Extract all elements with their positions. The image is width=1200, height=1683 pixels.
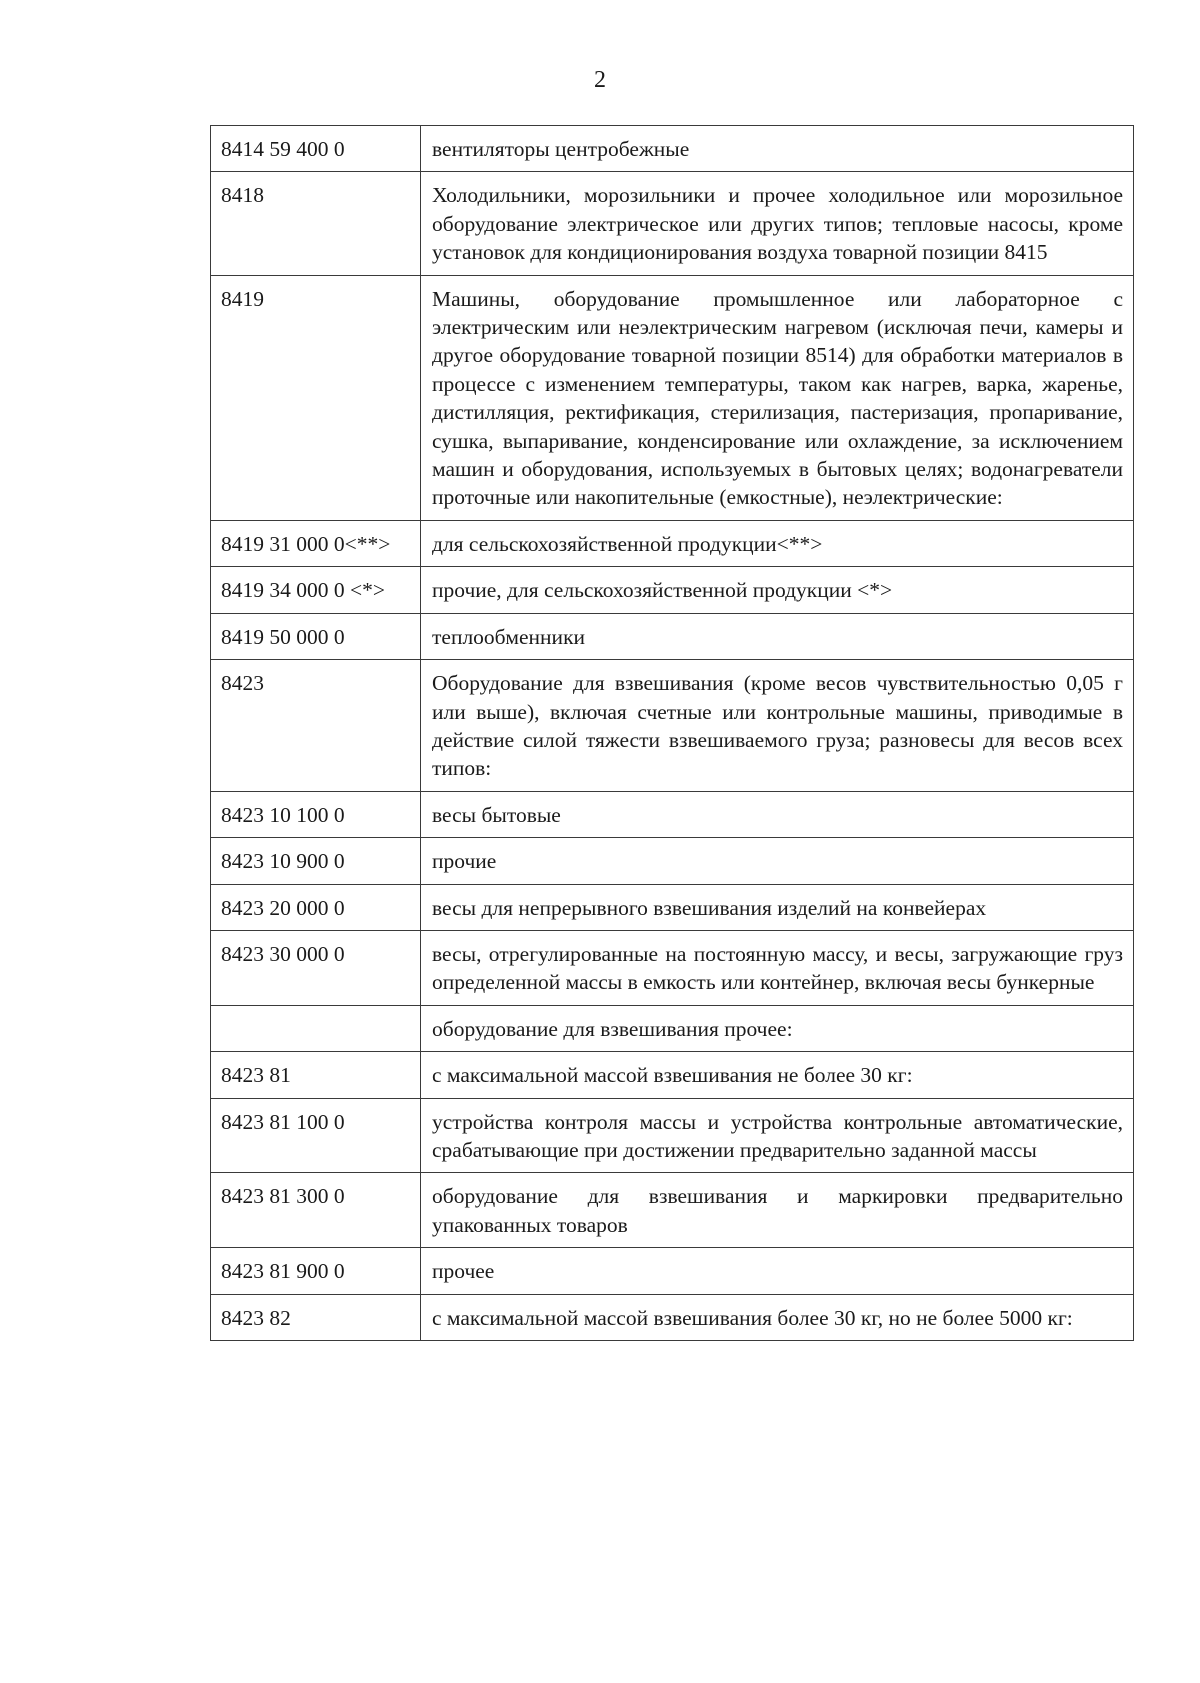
code-cell: 8423 20 000 0 (211, 884, 421, 930)
code-cell: 8414 59 400 0 (211, 126, 421, 172)
code-cell: 8423 81 300 0 (211, 1173, 421, 1248)
description-cell: Машины, оборудование промышленное или лабораторное с электрическим или неэлектрическим нагревом (исключая печи, камеры и другое оборудование товарной позиции 8514) для обработки материалов в процессе с изменением температуры, таком как нагрев, варка, жаренье, дистилляция, ректификация, стерилизация, пастеризация, пропаривание, сушка, выпаривание, конденсирование или охлаждение, за исключением машин и оборудования, используемых в бытовых целях; водонагреватели проточные или накопительные (емкостные), неэлектрические: (421, 275, 1134, 520)
description-cell: оборудование для взвешивания прочее: (421, 1005, 1134, 1051)
code-cell: 8419 50 000 0 (211, 613, 421, 659)
description-cell: для сельскохозяйственной продукции<**> (421, 520, 1134, 566)
table-row (211, 791, 1134, 837)
code-cell: 8423 10 100 0 (211, 791, 421, 837)
table-row (211, 1173, 1134, 1248)
description-cell: устройства контроля массы и устройства контрольные автоматические, срабатывающие при достижении предварительно заданной массы (421, 1098, 1134, 1173)
description-cell: с максимальной массой взвешивания не более 30 кг: (421, 1052, 1134, 1098)
description-cell: вентиляторы центробежные (421, 126, 1134, 172)
table-row (211, 930, 1134, 1005)
table-row (211, 567, 1134, 613)
table-row (211, 660, 1134, 792)
table-row (211, 275, 1134, 520)
description-cell: теплообменники (421, 613, 1134, 659)
table-row (211, 613, 1134, 659)
table-row (211, 1294, 1134, 1340)
description-cell: Холодильники, морозильники и прочее холодильное или морозильное оборудование электрическое или других типов; тепловые насосы, кроме установок для кондиционирования воздуха товарной позиции 8415 (421, 172, 1134, 275)
table-row (211, 884, 1134, 930)
description-cell: прочее (421, 1248, 1134, 1294)
code-cell: 8418 (211, 172, 421, 275)
description-cell: с максимальной массой взвешивания более 30 кг, но не более 5000 кг: (421, 1294, 1134, 1340)
description-cell: прочие (421, 838, 1134, 884)
table-row (211, 520, 1134, 566)
code-cell: 8423 81 100 0 (211, 1098, 421, 1173)
table-row (211, 1052, 1134, 1098)
code-cell: 8423 81 900 0 (211, 1248, 421, 1294)
code-cell: 8419 (211, 275, 421, 520)
description-cell: весы, отрегулированные на постоянную массу, и весы, загружающие груз определенной массы в емкость или контейнер, включая весы бункерные (421, 930, 1134, 1005)
code-cell: 8423 82 (211, 1294, 421, 1340)
table-row (211, 1005, 1134, 1051)
code-cell: 8423 (211, 660, 421, 792)
table-row (211, 838, 1134, 884)
code-cell: 8419 34 000 0 <*> (211, 567, 421, 613)
description-cell: оборудование для взвешивания и маркировки предварительно упакованных товаров (421, 1173, 1134, 1248)
table-row (211, 1248, 1134, 1294)
description-cell: весы бытовые (421, 791, 1134, 837)
page-number: 2 (594, 67, 606, 93)
code-cell: 8419 31 000 0<**> (211, 520, 421, 566)
code-cell: 8423 30 000 0 (211, 930, 421, 1005)
description-cell: прочие, для сельскохозяйственной продукции <*> (421, 567, 1134, 613)
table-row (211, 1098, 1134, 1173)
description-cell: весы для непрерывного взвешивания изделий на конвейерах (421, 884, 1134, 930)
description-cell: Оборудование для взвешивания (кроме весов чувствительностью 0,05 г или выше), включая счетные или контрольные машины, приводимые в действие силой тяжести взвешиваемого груза; разновесы для весов всех типов: (421, 660, 1134, 792)
table-row (211, 172, 1134, 275)
tariff-code-table (210, 125, 1134, 1341)
code-cell (211, 1005, 421, 1051)
code-cell: 8423 10 900 0 (211, 838, 421, 884)
table-row (211, 126, 1134, 172)
code-cell: 8423 81 (211, 1052, 421, 1098)
